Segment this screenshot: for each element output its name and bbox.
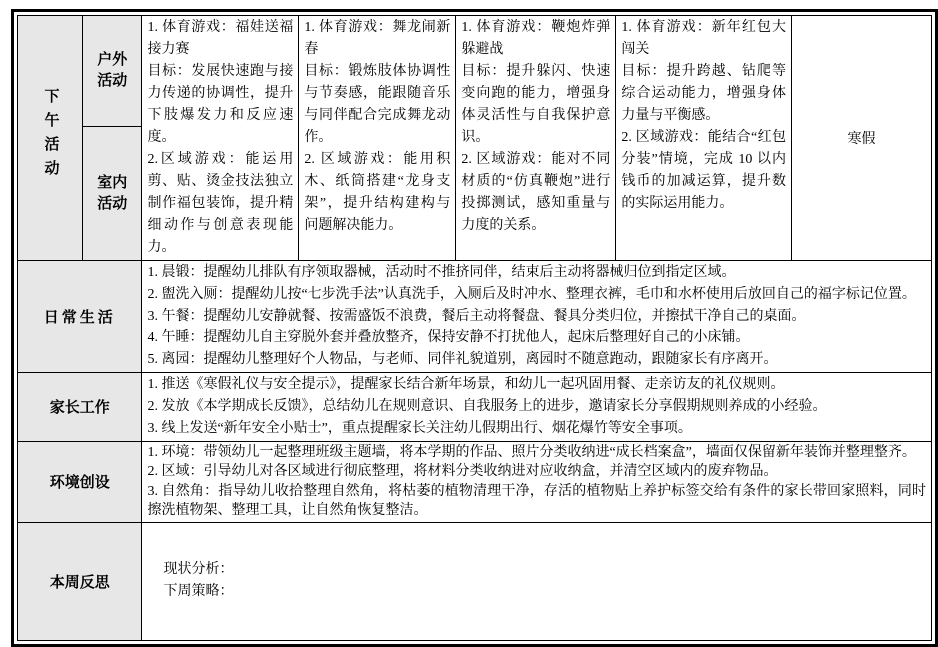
outdoor-activities-header-cell (83, 16, 142, 127)
weekly-plan-table (17, 15, 932, 641)
parent-work-label: 家长工作 (49, 400, 110, 417)
reflection-analysis-label: 现状分析： (163, 562, 234, 578)
afternoon-col1-region: 2.区域游戏：能运用剪、贴、烫金技法独立制作福包装饰，提升精细动作与创意表现能力。 (147, 152, 294, 255)
winter-holiday-label: 寒假 (847, 132, 876, 147)
environment-content-cell (142, 441, 932, 522)
reflection-row (18, 522, 932, 640)
daily-life-item: 3. 午餐：提醒幼儿安静就餐、按需盛饭不浪费，餐后主动将餐盘、餐具分类归位，并擦拭干净自己的桌面。 (147, 308, 806, 324)
daily-life-item: 5. 离园：提醒幼儿整理好个人物品，与老师、同伴礼貌道别，离园时不随意跑动，跟随家长有序离开。 (147, 352, 778, 368)
afternoon-col2-game: 1. 体育游戏：舞龙闹新春 (304, 20, 451, 57)
afternoon-col3-game: 1. 体育游戏：鞭炮炸弹躲避战 (461, 20, 611, 57)
afternoon-activities-header-cell (18, 16, 83, 261)
afternoon-outdoor-row (18, 16, 932, 127)
afternoon-col4-region: 2. 区域游戏：能结合“红包分装”情境，完成 10 以内钱币的加减运算，提升数的实际运用能力。 (621, 130, 786, 211)
afternoon-col2-cell (299, 16, 456, 261)
parent-work-item: 2. 发放《本学期成长反馈》，总结幼儿在规则意识、自我服务上的进步，邀请家长分享假期规则养成的小经验。 (147, 398, 827, 414)
outdoor-activities-label: 户外活动 (97, 52, 128, 90)
afternoon-col1-goal: 目标：发展快速跑与接力传递的协调性，提升下肢爆发力和反应速度。 (147, 64, 294, 145)
parent-work-header-cell (18, 372, 142, 441)
parent-work-content-cell (142, 372, 932, 441)
afternoon-col4-game: 1. 体育游戏：新年红包大闯关 (621, 20, 786, 57)
afternoon-col3-cell (456, 16, 616, 261)
afternoon-col3-region: 2. 区域游戏：能对不同材质的“仿真鞭炮”进行投掷测试，感知重量与力度的关系。 (461, 152, 611, 233)
afternoon-col1-game: 1. 体育游戏：福娃送福接力赛 (147, 20, 294, 57)
afternoon-col2-goal: 目标：锻炼肢体协调性与节奏感，能跟随音乐与同伴配合完成舞龙动作。 (304, 64, 451, 145)
daily-life-content-cell (142, 261, 932, 373)
environment-item: 3. 自然角：指导幼儿收拾整理自然角，将枯萎的植物清理干净，存活的植物贴上养护标签交给有条件的家长带回家照料，同时擦洗植物架、整理工具，让自然角恢复整洁。 (147, 483, 926, 519)
reflection-strategy-label: 下周策略： (163, 584, 234, 600)
winter-holiday-cell (791, 16, 931, 261)
weekly-plan-table-frame (11, 9, 938, 647)
environment-header-cell (18, 441, 142, 522)
daily-life-item: 4. 午睡：提醒幼儿自主穿脱外套并叠放整齐，保持安静不打扰他人，起床后整理好自己的小床铺。 (147, 330, 750, 346)
afternoon-col4-goal: 目标：提升跨越、钻爬等综合运动能力，增强身体力量与平衡感。 (621, 64, 786, 123)
daily-life-row (18, 261, 932, 373)
reflection-label: 本周反思 (49, 574, 110, 591)
environment-item: 2. 区域：引导幼儿对各区域进行彻底整理，将材料分类收纳进对应收纳盒，并清空区域内的废弃物品。 (147, 464, 778, 480)
environment-item: 1. 环境：带领幼儿一起整理班级主题墙，将本学期的作品、照片分类收纳进“成长档案盒”，墙面仅保留新年装饰并整理整齐。 (147, 444, 916, 460)
afternoon-col2-region: 2. 区域游戏：能用积木、纸筒搭建“龙身支架”，提升结构建构与问题解决能力。 (304, 152, 451, 233)
afternoon-col3-goal: 目标：提升躲闪、快速变向跑的能力，增强身体灵活性与自我保护意识。 (461, 64, 611, 145)
parent-work-row (18, 372, 932, 441)
environment-row (18, 441, 932, 522)
environment-label: 环境创设 (49, 475, 110, 492)
afternoon-col4-cell (616, 16, 792, 261)
parent-work-item: 3. 线上发送“新年安全小贴士”，重点提醒家长关注幼儿假期出行、烟花爆竹等安全事项。 (147, 420, 692, 436)
reflection-header-cell (18, 522, 142, 640)
afternoon-activities-label: 下午活动 (42, 87, 59, 184)
daily-life-item: 1. 晨锻：提醒幼儿排队有序领取器械，活动时不推挤同伴，结束后主动将器械归位到指定区域。 (147, 265, 736, 280)
afternoon-col1-cell (142, 16, 299, 261)
daily-life-item: 2. 盥洗入厕：提醒幼儿按“七步洗手法”认真洗手，入厕后及时冲水、整理衣裤，毛巾和水杯使用后放回自己的福字标记位置。 (147, 286, 916, 302)
indoor-activities-label: 室内活动 (97, 174, 128, 212)
parent-work-item: 1. 推送《寒假礼仪与安全提示》，提醒家长结合新年场景，和幼儿一起巩固用餐、走亲访友的礼仪规则。 (147, 376, 785, 392)
daily-life-header-cell (18, 261, 142, 373)
indoor-activities-header-cell (83, 127, 142, 261)
daily-life-label: 日常生活 (43, 309, 116, 326)
reflection-content-cell (142, 522, 932, 640)
